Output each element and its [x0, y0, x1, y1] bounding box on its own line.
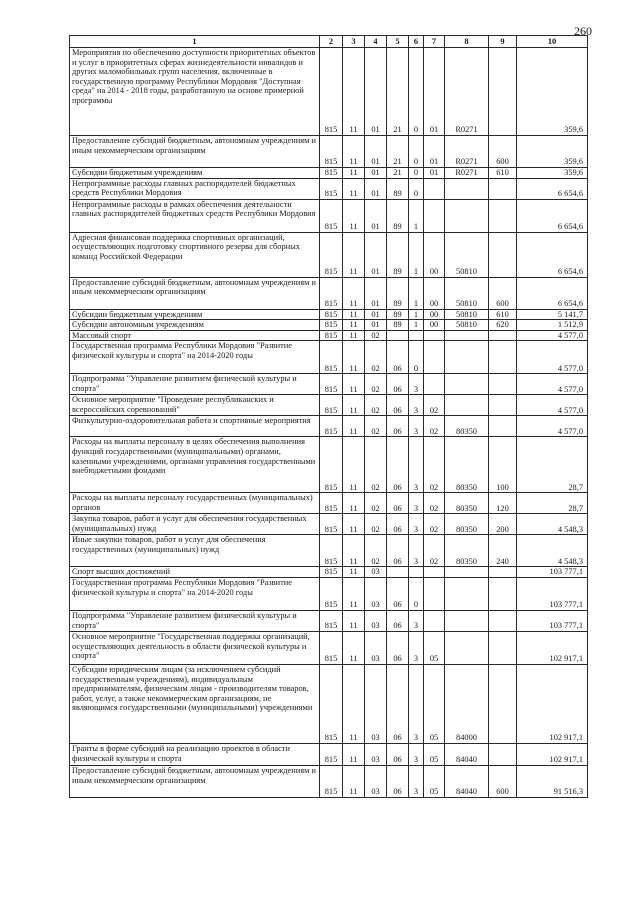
- ministry-code-cell: 815: [320, 493, 343, 514]
- ministry-code-cell: 815: [320, 743, 343, 765]
- direction-code-cell: 50810: [445, 232, 489, 277]
- direction-code-cell: 84040: [445, 765, 489, 797]
- section-cell: 11: [343, 178, 365, 199]
- expense-type-cell: [489, 664, 517, 743]
- table-row: [70, 374, 588, 395]
- measure-cell: [424, 610, 445, 631]
- amount-cell: 5 141,7: [517, 309, 588, 320]
- direction-code-cell: 50810: [445, 277, 489, 309]
- table-row: [70, 341, 588, 374]
- section-cell: 11: [343, 168, 365, 179]
- direction-code-cell: 80350: [445, 514, 489, 535]
- header-cell: 3: [343, 36, 365, 48]
- direction-code-cell: 80350: [445, 416, 489, 437]
- section-cell: 11: [343, 493, 365, 514]
- header-cell: 6: [409, 36, 424, 48]
- amount-cell: 28,7: [517, 493, 588, 514]
- amount-cell: 4 577,0: [517, 330, 588, 341]
- direction-code-cell: 84040: [445, 743, 489, 765]
- measure-cell: 02: [424, 416, 445, 437]
- expense-name-cell: Мероприятия по обеспечению доступности приоритетных объектов и услуг в приоритетных сферах жизнедеятельности инвалидов и других маломобильных групп населения, включенные в государственную программу Республики Мордовия "Доступная среда" на 2014 - 2018 годы, разработанную на основе примерной программы: [70, 48, 320, 136]
- measure-cell: 01: [424, 136, 445, 168]
- program-cell: 21: [387, 168, 409, 179]
- direction-code-cell: 84000: [445, 664, 489, 743]
- amount-cell: 103 777,1: [517, 577, 588, 610]
- amount-cell: 359,6: [517, 48, 588, 136]
- expense-name-cell: Непрограммные расходы в рамках обеспечения деятельности главных распорядителей бюджетных средств Республики Мордовия: [70, 199, 320, 232]
- ministry-code-cell: 815: [320, 395, 343, 416]
- program-cell: 89: [387, 232, 409, 277]
- expense-name-cell: Спорт высших достижений: [70, 567, 320, 578]
- expense-name-cell: Государственная программа Республики Мордовия "Развитие физической культуры и спорта" на 2014-2020 годы: [70, 341, 320, 374]
- subsection-cell: 01: [365, 232, 387, 277]
- subsection-cell: 02: [365, 493, 387, 514]
- table-row: [70, 320, 588, 331]
- subsection-cell: 02: [365, 514, 387, 535]
- section-cell: 11: [343, 416, 365, 437]
- measure-cell: [424, 341, 445, 374]
- expense-name-cell: Предоставление субсидий бюджетным, автономным учреждениям и иным некоммерческим организациям: [70, 136, 320, 168]
- section-cell: 11: [343, 232, 365, 277]
- direction-code-cell: [445, 374, 489, 395]
- subprogram-cell: 0: [409, 168, 424, 179]
- subprogram-cell: 3: [409, 437, 424, 493]
- subsection-cell: 02: [365, 330, 387, 341]
- direction-code-cell: [445, 199, 489, 232]
- direction-code-cell: 80350: [445, 493, 489, 514]
- expense-name-cell: Непрограммные расходы главных распорядителей бюджетных средств Республики Мордовия: [70, 178, 320, 199]
- ministry-code-cell: 815: [320, 416, 343, 437]
- measure-cell: 02: [424, 395, 445, 416]
- expense-name-cell: Основное мероприятие "Проведение республиканских и всероссийских соревнований": [70, 395, 320, 416]
- subsection-cell: 02: [365, 341, 387, 374]
- amount-cell: 6 654,6: [517, 178, 588, 199]
- subprogram-cell: 3: [409, 743, 424, 765]
- subsection-cell: 03: [365, 765, 387, 797]
- table-row: [70, 416, 588, 437]
- table-row: [70, 48, 588, 136]
- expense-name-cell: Предоставление субсидий бюджетным, автономным учреждениям и иным некоммерческим организациям: [70, 277, 320, 309]
- measure-cell: 02: [424, 493, 445, 514]
- direction-code-cell: [445, 631, 489, 664]
- expense-name-cell: Субсидии бюджетным учреждениям: [70, 309, 320, 320]
- program-cell: 06: [387, 437, 409, 493]
- amount-cell: 4 577,0: [517, 395, 588, 416]
- table-body: [70, 48, 588, 798]
- amount-cell: 6 654,6: [517, 232, 588, 277]
- program-cell: 06: [387, 395, 409, 416]
- subprogram-cell: 0: [409, 341, 424, 374]
- expense-type-cell: 600: [489, 136, 517, 168]
- subsection-cell: 03: [365, 577, 387, 610]
- measure-cell: 00: [424, 320, 445, 331]
- program-cell: 06: [387, 341, 409, 374]
- program-cell: 06: [387, 514, 409, 535]
- program-cell: 21: [387, 48, 409, 136]
- direction-code-cell: [445, 395, 489, 416]
- header-cell: 10: [517, 36, 588, 48]
- subprogram-cell: 3: [409, 765, 424, 797]
- subsection-cell: 02: [365, 416, 387, 437]
- expense-name-cell: Подпрограмма "Управление развитием физической культуры и спорта": [70, 610, 320, 631]
- ministry-code-cell: 815: [320, 437, 343, 493]
- expense-type-cell: [489, 374, 517, 395]
- amount-cell: 4 577,0: [517, 416, 588, 437]
- table-row: [70, 437, 588, 493]
- direction-code-cell: [445, 178, 489, 199]
- program-cell: 89: [387, 277, 409, 309]
- program-cell: 06: [387, 493, 409, 514]
- ministry-code-cell: 815: [320, 48, 343, 136]
- expense-name-cell: Субсидии юридическим лицам (за исключением субсидий государственным учреждениям), индивидуальным предпринимателям, физическим лицам - производителям товаров, работ, услуг, а также некоммерческим организациям, не являющимся государственными (муниципальными) учреждениями: [70, 664, 320, 743]
- header-cell: 8: [445, 36, 489, 48]
- section-cell: 11: [343, 664, 365, 743]
- ministry-code-cell: 815: [320, 178, 343, 199]
- ministry-code-cell: 815: [320, 330, 343, 341]
- table-row: [70, 493, 588, 514]
- measure-cell: 01: [424, 48, 445, 136]
- subsection-cell: 02: [365, 437, 387, 493]
- section-cell: 11: [343, 277, 365, 309]
- program-cell: 06: [387, 535, 409, 567]
- program-cell: 06: [387, 664, 409, 743]
- expense-type-cell: 100: [489, 437, 517, 493]
- table-row: [70, 743, 588, 765]
- expense-type-cell: [489, 577, 517, 610]
- expense-type-cell: 620: [489, 320, 517, 331]
- ministry-code-cell: 815: [320, 136, 343, 168]
- expense-type-cell: 610: [489, 168, 517, 179]
- expense-type-cell: [489, 178, 517, 199]
- table-row: [70, 136, 588, 168]
- program-cell: 06: [387, 631, 409, 664]
- ministry-code-cell: 815: [320, 309, 343, 320]
- expense-name-cell: Иные закупки товаров, работ и услуг для обеспечения государственных (муниципальных) нужд: [70, 535, 320, 567]
- amount-cell: 359,6: [517, 136, 588, 168]
- subprogram-cell: 0: [409, 136, 424, 168]
- amount-cell: 1 512,9: [517, 320, 588, 331]
- direction-code-cell: 80350: [445, 535, 489, 567]
- subprogram-cell: 1: [409, 309, 424, 320]
- expense-name-cell: Предоставление субсидий бюджетным, автономным учреждениям и иным некоммерческим организациям: [70, 765, 320, 797]
- expense-type-cell: [489, 567, 517, 578]
- subprogram-cell: 3: [409, 395, 424, 416]
- program-cell: 21: [387, 136, 409, 168]
- section-cell: 11: [343, 320, 365, 331]
- expense-type-cell: 120: [489, 493, 517, 514]
- subprogram-cell: 1: [409, 199, 424, 232]
- ministry-code-cell: 815: [320, 664, 343, 743]
- subsection-cell: 01: [365, 320, 387, 331]
- expense-name-cell: Гранты в форме субсидий на реализацию проектов в области физической культуры и спорта: [70, 743, 320, 765]
- expense-type-cell: [489, 330, 517, 341]
- measure-cell: [424, 178, 445, 199]
- section-cell: 11: [343, 743, 365, 765]
- section-cell: 11: [343, 577, 365, 610]
- expense-name-cell: Субсидии автономным учреждениям: [70, 320, 320, 331]
- subprogram-cell: 0: [409, 577, 424, 610]
- subsection-cell: 03: [365, 631, 387, 664]
- subprogram-cell: 0: [409, 48, 424, 136]
- measure-cell: 00: [424, 277, 445, 309]
- amount-cell: 4 548,3: [517, 514, 588, 535]
- expense-name-cell: Закупка товаров, работ и услуг для обеспечения государственных (муниципальных) нужд: [70, 514, 320, 535]
- ministry-code-cell: 815: [320, 374, 343, 395]
- table-row: [70, 610, 588, 631]
- budget-table: [69, 35, 588, 798]
- table-row: [70, 664, 588, 743]
- subsection-cell: 01: [365, 136, 387, 168]
- amount-cell: 6 654,6: [517, 199, 588, 232]
- amount-cell: 359,6: [517, 168, 588, 179]
- header-cell: 9: [489, 36, 517, 48]
- program-cell: 89: [387, 309, 409, 320]
- ministry-code-cell: 815: [320, 341, 343, 374]
- amount-cell: 4 548,3: [517, 535, 588, 567]
- subsection-cell: 01: [365, 48, 387, 136]
- expense-type-cell: 600: [489, 765, 517, 797]
- subprogram-cell: 3: [409, 514, 424, 535]
- ministry-code-cell: 815: [320, 567, 343, 578]
- table-row: [70, 535, 588, 567]
- expense-type-cell: [489, 341, 517, 374]
- expense-type-cell: [489, 232, 517, 277]
- ministry-code-cell: 815: [320, 577, 343, 610]
- table-row: [70, 577, 588, 610]
- subprogram-cell: 3: [409, 664, 424, 743]
- subsection-cell: 03: [365, 664, 387, 743]
- header-cell: 1: [70, 36, 320, 48]
- direction-code-cell: [445, 341, 489, 374]
- expense-type-cell: 610: [489, 309, 517, 320]
- measure-cell: 05: [424, 765, 445, 797]
- ministry-code-cell: 815: [320, 199, 343, 232]
- subprogram-cell: 1: [409, 232, 424, 277]
- expense-name-cell: Субсидии бюджетным учреждениям: [70, 168, 320, 179]
- measure-cell: 02: [424, 437, 445, 493]
- section-cell: 11: [343, 374, 365, 395]
- ministry-code-cell: 815: [320, 631, 343, 664]
- section-cell: 11: [343, 330, 365, 341]
- measure-cell: 05: [424, 743, 445, 765]
- direction-code-cell: [445, 610, 489, 631]
- section-cell: 11: [343, 341, 365, 374]
- subsection-cell: 03: [365, 610, 387, 631]
- subsection-cell: 01: [365, 178, 387, 199]
- subprogram-cell: 0: [409, 178, 424, 199]
- subprogram-cell: 1: [409, 277, 424, 309]
- subprogram-cell: 3: [409, 610, 424, 631]
- ministry-code-cell: 815: [320, 232, 343, 277]
- table-row: [70, 395, 588, 416]
- section-cell: 11: [343, 535, 365, 567]
- program-cell: 06: [387, 765, 409, 797]
- expense-type-cell: [489, 199, 517, 232]
- expense-type-cell: 240: [489, 535, 517, 567]
- program-cell: 06: [387, 374, 409, 395]
- ministry-code-cell: 815: [320, 320, 343, 331]
- amount-cell: 102 917,1: [517, 743, 588, 765]
- direction-code-cell: R0271: [445, 136, 489, 168]
- header-cell: 2: [320, 36, 343, 48]
- measure-cell: 01: [424, 168, 445, 179]
- subprogram-cell: [409, 567, 424, 578]
- direction-code-cell: 80350: [445, 437, 489, 493]
- table-row: [70, 232, 588, 277]
- amount-cell: 102 917,1: [517, 664, 588, 743]
- amount-cell: 28,7: [517, 437, 588, 493]
- section-cell: 11: [343, 631, 365, 664]
- subsection-cell: 02: [365, 374, 387, 395]
- subprogram-cell: 3: [409, 631, 424, 664]
- program-cell: [387, 330, 409, 341]
- section-cell: 11: [343, 765, 365, 797]
- ministry-code-cell: 815: [320, 277, 343, 309]
- ministry-code-cell: 815: [320, 168, 343, 179]
- direction-code-cell: [445, 330, 489, 341]
- expense-name-cell: Государственная программа Республики Мордовия "Развитие физической культуры и спорта" на 2014-2020 годы: [70, 577, 320, 610]
- measure-cell: 00: [424, 309, 445, 320]
- ministry-code-cell: 815: [320, 535, 343, 567]
- program-cell: 06: [387, 577, 409, 610]
- measure-cell: [424, 330, 445, 341]
- section-cell: 11: [343, 48, 365, 136]
- section-cell: 11: [343, 395, 365, 416]
- table-row: [70, 168, 588, 179]
- subprogram-cell: 1: [409, 320, 424, 331]
- amount-cell: 6 654,6: [517, 277, 588, 309]
- subsection-cell: 03: [365, 567, 387, 578]
- expense-name-cell: Физкультурно-оздоровительная работа и спортивные мероприятия: [70, 416, 320, 437]
- measure-cell: [424, 577, 445, 610]
- expense-type-cell: [489, 743, 517, 765]
- table-row: [70, 309, 588, 320]
- expense-name-cell: Расходы на выплаты персоналу в целях обеспечения выполнения функций государственными (муниципальными) органами, казенными учреждениями, органами управления государственными внебюджетными фондами: [70, 437, 320, 493]
- program-cell: 06: [387, 743, 409, 765]
- ministry-code-cell: 815: [320, 765, 343, 797]
- amount-cell: 4 577,0: [517, 341, 588, 374]
- direction-code-cell: [445, 577, 489, 610]
- measure-cell: 02: [424, 535, 445, 567]
- table-row: [70, 631, 588, 664]
- subsection-cell: 01: [365, 168, 387, 179]
- subsection-cell: 01: [365, 199, 387, 232]
- program-cell: 89: [387, 199, 409, 232]
- expense-type-cell: 600: [489, 277, 517, 309]
- subsection-cell: 02: [365, 395, 387, 416]
- section-cell: 11: [343, 199, 365, 232]
- amount-cell: 102 917,1: [517, 631, 588, 664]
- table-row: [70, 567, 588, 578]
- measure-cell: 00: [424, 232, 445, 277]
- direction-code-cell: R0271: [445, 168, 489, 179]
- program-cell: 89: [387, 178, 409, 199]
- section-cell: 11: [343, 309, 365, 320]
- subprogram-cell: [409, 330, 424, 341]
- subsection-cell: 01: [365, 277, 387, 309]
- table-row: [70, 178, 588, 199]
- expense-type-cell: [489, 395, 517, 416]
- section-cell: 11: [343, 610, 365, 631]
- amount-cell: 4 577,0: [517, 374, 588, 395]
- expense-name-cell: Адресная финансовая поддержка спортивных организаций, осуществляющих подготовку спортивного резерва для сборных команд Российской Федерации: [70, 232, 320, 277]
- table-row: [70, 199, 588, 232]
- ministry-code-cell: 815: [320, 514, 343, 535]
- header-cell: 7: [424, 36, 445, 48]
- section-cell: 11: [343, 567, 365, 578]
- expense-name-cell: Расходы на выплаты персоналу государственных (муниципальных) органов: [70, 493, 320, 514]
- direction-code-cell: [445, 567, 489, 578]
- header-cell: 5: [387, 36, 409, 48]
- expense-name-cell: Подпрограмма "Управление развитием физической культуры и спорта": [70, 374, 320, 395]
- expense-type-cell: [489, 610, 517, 631]
- amount-cell: 91 516,3: [517, 765, 588, 797]
- expense-type-cell: [489, 416, 517, 437]
- subprogram-cell: 3: [409, 493, 424, 514]
- column-number-header-row: [70, 36, 588, 48]
- table-row: [70, 330, 588, 341]
- table-row: [70, 514, 588, 535]
- program-cell: [387, 567, 409, 578]
- amount-cell: 103 777,1: [517, 610, 588, 631]
- subsection-cell: 03: [365, 743, 387, 765]
- direction-code-cell: R0271: [445, 48, 489, 136]
- table-row: [70, 277, 588, 309]
- program-cell: 89: [387, 320, 409, 331]
- measure-cell: [424, 374, 445, 395]
- subprogram-cell: 3: [409, 416, 424, 437]
- direction-code-cell: 50810: [445, 309, 489, 320]
- direction-code-cell: 50810: [445, 320, 489, 331]
- program-cell: 06: [387, 416, 409, 437]
- page-number: 260: [574, 24, 592, 38]
- measure-cell: [424, 199, 445, 232]
- amount-cell: 103 777,1: [517, 567, 588, 578]
- expense-name-cell: Массовый спорт: [70, 330, 320, 341]
- measure-cell: [424, 567, 445, 578]
- measure-cell: 05: [424, 664, 445, 743]
- section-cell: 11: [343, 136, 365, 168]
- expense-name-cell: Основное мероприятие "Государственная поддержка организаций, осуществляющих деятельность в области физической культуры и спорта": [70, 631, 320, 664]
- section-cell: 11: [343, 514, 365, 535]
- expense-type-cell: [489, 48, 517, 136]
- subprogram-cell: 3: [409, 374, 424, 395]
- ministry-code-cell: 815: [320, 610, 343, 631]
- expense-type-cell: [489, 631, 517, 664]
- table-row: [70, 765, 588, 797]
- header-cell: 4: [365, 36, 387, 48]
- subsection-cell: 02: [365, 535, 387, 567]
- program-cell: 06: [387, 610, 409, 631]
- measure-cell: 05: [424, 631, 445, 664]
- subprogram-cell: 3: [409, 535, 424, 567]
- section-cell: 11: [343, 437, 365, 493]
- expense-type-cell: 200: [489, 514, 517, 535]
- measure-cell: 02: [424, 514, 445, 535]
- subsection-cell: 01: [365, 309, 387, 320]
